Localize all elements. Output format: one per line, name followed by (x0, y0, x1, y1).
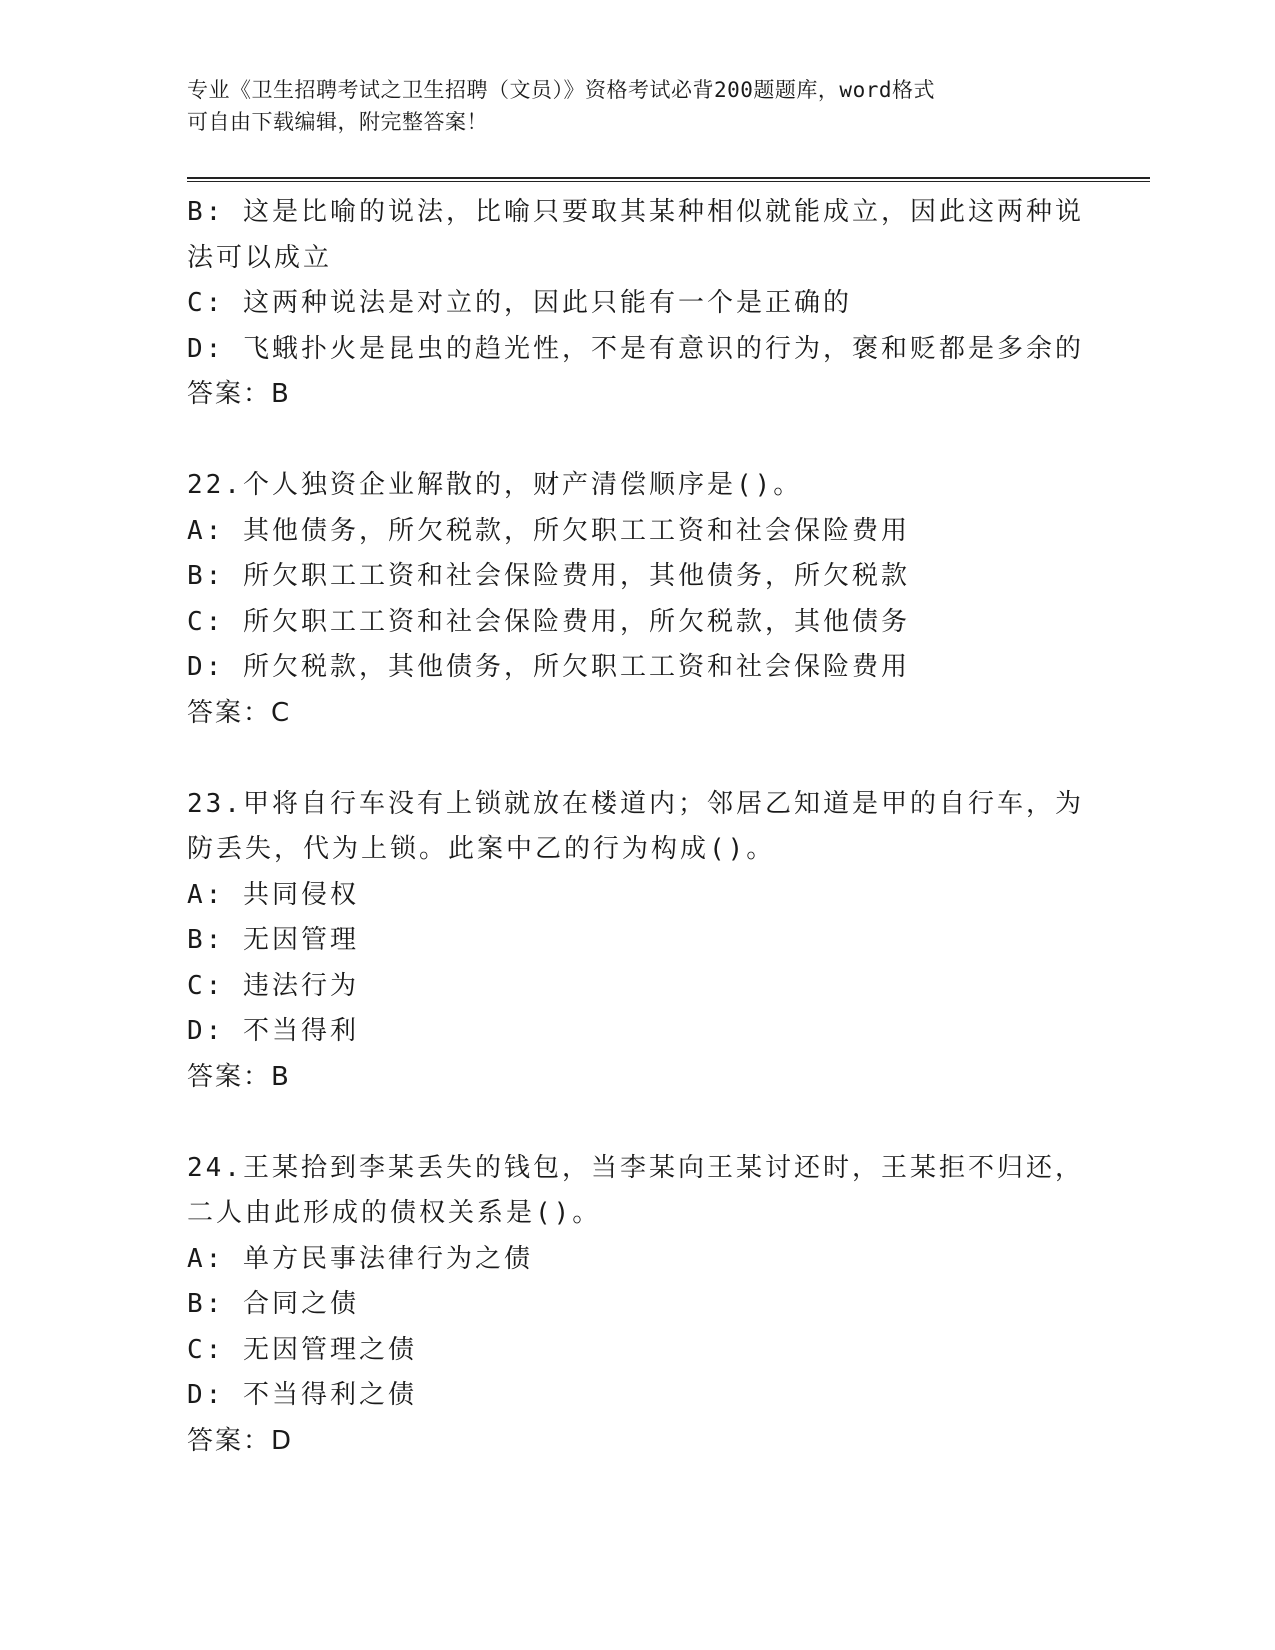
option-b: B: 所欠职工工资和社会保险费用，其他债务，所欠税款 (187, 561, 910, 591)
option-d: D: 飞蛾扑火是昆虫的趋光性，不是有意识的行为，褒和贬都是多余的 (187, 333, 1084, 364)
answer-line: 答案：C (187, 697, 292, 728)
header-title-line-1: 专业《卫生招聘考试之卫生招聘（文员）》资格考试必背200题题库，word格式 (187, 78, 935, 102)
question-stem: 22.个人独资企业解散的，财产清偿顺序是()。 (187, 470, 803, 500)
option-a: A: 共同侵权 (187, 879, 359, 910)
answer-line: 答案：B (187, 379, 291, 409)
option-d: D: 不当得利之债 (187, 1380, 417, 1410)
option-b: B: 这是比喻的说法，比喻只要取其某种相似就能成立，因此这两种说 (187, 197, 1084, 227)
spacer (187, 418, 1087, 464)
question-21-continued (187, 190, 1087, 418)
option-a: A: 单方民事法律行为之债 (187, 1243, 533, 1274)
option-c: C: 违法行为 (187, 970, 359, 1001)
option-b: B: 无因管理 (187, 925, 359, 955)
header-title-line-2: 可自由下载编辑，附完整答案！ (187, 110, 488, 134)
document-header (187, 74, 1087, 138)
answer-line: 答案：D (187, 1425, 294, 1456)
question-24 (187, 1146, 1087, 1465)
option-c: C: 无因管理之债 (187, 1334, 417, 1365)
header-divider (187, 177, 1150, 182)
option-d: D: 不当得利 (187, 1016, 359, 1046)
question-stem-continued: 二人由此形成的债权关系是()。 (187, 1198, 602, 1228)
option-c: C: 这两种说法是对立的，因此只能有一个是正确的 (187, 288, 852, 318)
option-d: D: 所欠税款，其他债务，所欠职工工资和社会保险费用 (187, 652, 910, 682)
answer-line: 答案：B (187, 1061, 291, 1092)
option-b: B: 合同之债 (187, 1289, 359, 1319)
question-stem: 23.甲将自行车没有上锁就放在楼道内；邻居乙知道是甲的自行车，为 (187, 788, 1084, 819)
question-list (187, 190, 1087, 1464)
spacer (187, 1100, 1087, 1146)
question-23 (187, 782, 1087, 1101)
option-c: C: 所欠职工工资和社会保险费用，所欠税款，其他债务 (187, 606, 910, 637)
question-22 (187, 463, 1087, 736)
question-stem: 24.王某拾到李某丢失的钱包，当李某向王某讨还时，王某拒不归还， (187, 1152, 1084, 1183)
option-b-continued: 法可以成立 (187, 242, 333, 273)
question-stem-continued: 防丢失，代为上锁。此案中乙的行为构成()。 (187, 834, 776, 864)
option-a: A: 其他债务，所欠税款，所欠职工工资和社会保险费用 (187, 515, 910, 546)
spacer (187, 736, 1087, 782)
